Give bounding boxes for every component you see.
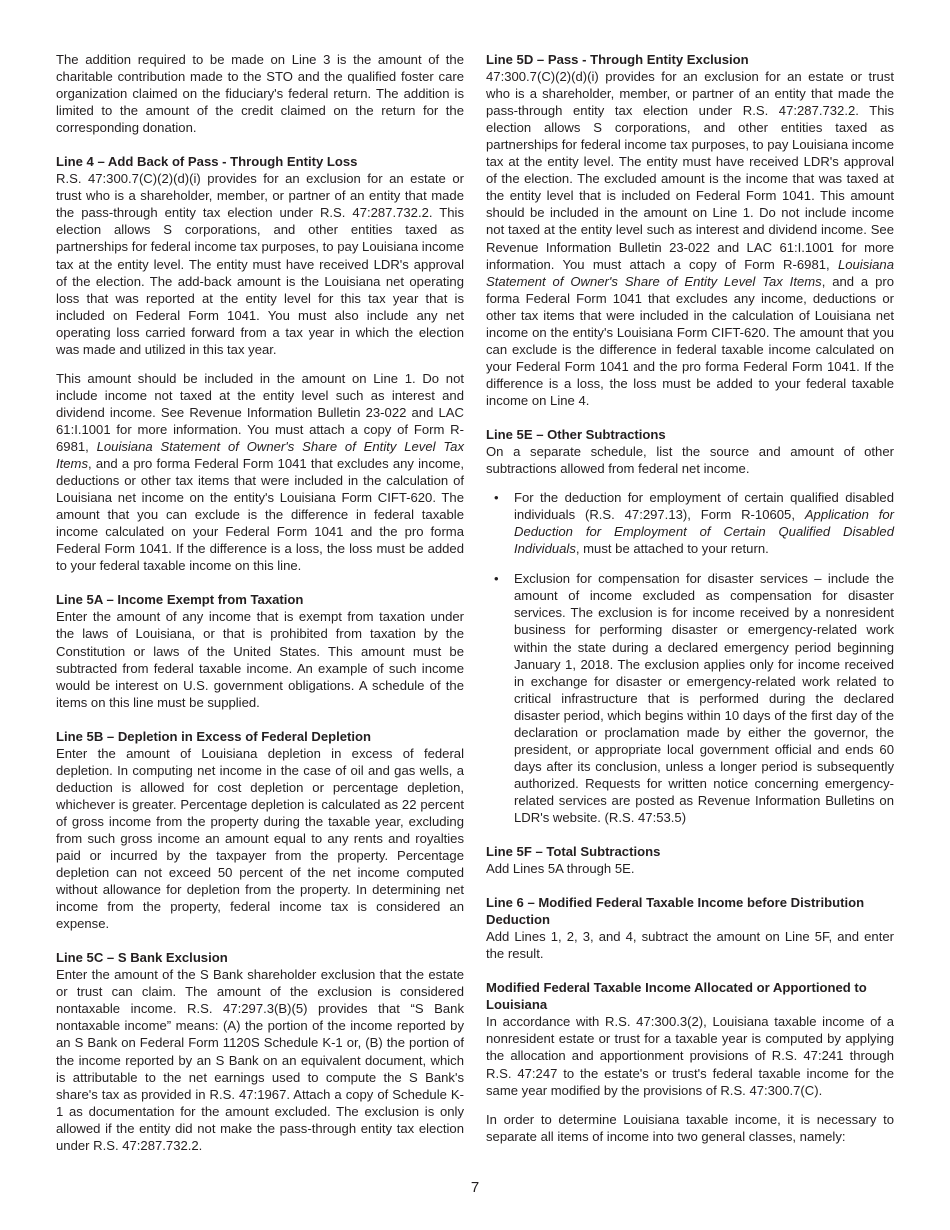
line5a-paragraph: Enter the amount of any income that is exempt from taxation under the laws of Louisiana, or that is prohibited from taxation by the Constitution or laws of the United States. This amount must be subtracted from federal taxable income. An example of such income would be interest on U.S. government obligations. A schedule of the items on this line must be supplied. <box>56 609 464 710</box>
line5e-bullet-list <box>486 489 894 826</box>
line5b-heading: Line 5B – Depletion in Excess of Federal Depletion <box>56 728 372 744</box>
line5d-paragraph <box>486 68 894 409</box>
line5c-heading: Line 5C – S Bank Exclusion <box>56 950 228 966</box>
form-r6981-title-2: Louisiana Statement of Owner's Share of Entity Level Tax Items <box>486 256 894 289</box>
line6-paragraph: Add Lines 1, 2, 3, and 4, subtract the amount on Line 5F, and enter the result. <box>486 929 894 962</box>
line3-addition-paragraph: The addition required to be made on Line 3 is the amount of the charitable contribution made to the STO and the qualified foster care organization claimed on the fiduciary's federal return. The addition is limited to the amount of the credit claimed on the return for the corresponding donation. <box>56 52 464 136</box>
line5f-heading: Line 5F – Total Subtractions <box>486 844 661 860</box>
line5c-paragraph: Enter the amount of the S Bank shareholder exclusion that the estate or trust can claim. The amount of the exclusion is considered nontaxable income. R.S. 47:297.3(B)(5) provides that “S Bank nontaxable income” means: (A) the portion of the income reported by an S Bank on Federal Form 1120S Schedule K-1 or, (B) the portion of the income reported by an S Bank on an equivalent document, which is attributable to the net earnings used to compute the S Bank's share's tax as provided in R.S. 47:1967. Attach a copy of Schedule K-1 as documentation for the amount excluded. The exclusion is only allowed if the entity did not make the pass-through entity tax election under R.S. 47:287.732.2. <box>56 967 464 1153</box>
bullet-icon: • <box>494 571 499 587</box>
form-r6981-title: Louisiana Statement of Owner's Share of Entity Level Tax Items <box>56 438 464 472</box>
line5e-paragraph: On a separate schedule, list the source and amount of other subtractions allowed from federal net income. <box>486 444 894 477</box>
bullet-icon: • <box>494 490 499 506</box>
line5d-text-b: , and a pro forma Federal Form 1041 that excludes any income, deductions or other tax items that were included in the calculation of Louisiana net income on the entity's Louisiana Form CIFT-620. The amount that you can exclude is the difference in federal taxable income calculated on your Federal Form 1041 and the pro forma Federal Form 1041. If the difference is a loss, the loss must be added to your federal taxable income on Line 4. <box>486 273 894 408</box>
list-item <box>486 489 894 557</box>
line4-paragraph-2 <box>56 370 464 575</box>
line4-p2-text-b: , and a pro forma Federal Form 1041 that excludes any income, deductions or other tax items that were included in the calculation of Louisiana net income on the entity's Louisiana Form CIFT-620. The amount that you can exclude is the difference in federal taxable income calculated on your Federal Form 1041 and the pro forma Federal Form 1041. If the difference is a loss, the loss must be added to your federal taxable income on this line. <box>56 456 464 574</box>
bullet2-text: Exclusion for compensation for disaster services – include the amount of income excluded as compensation for disaster services. The exclusion is for income received by a nonresident business for performing disaster or emergency-related work within the state during a declared emergency period beginning January 1, 2018. The exclusion applies only for income received in exchange for disaster or emergency-related work related to critical infrastructure that is performed during the declared disaster period, which begins within 10 days of the first day of the declaration or proclamation made by either the governor, the president, or appropriate local government official and ends 60 days after its conclusion, unless a longer period is subsequently authorized. Requests for written notice concerning emergency-related services are posted as Revenue Information Bulletins on LDR's website. (R.S. 47:53.5) <box>514 571 894 825</box>
page-number: 7 <box>470 1179 480 1196</box>
line4-p2-text-a: This amount should be included in the amount on Line 1. Do not include income not taxed at the entity level such as interest and dividend income. See Revenue Information Bulletin 23-022 and LAC 61:I.1001 for more information. You must attach a copy of Form R-6981, <box>56 370 464 454</box>
modified-income-heading: Modified Federal Taxable Income Allocated or Apportioned to Louisiana <box>486 980 867 1013</box>
bullet1-text-b: , must be attached to your return. <box>575 541 769 557</box>
line5f-paragraph: Add Lines 5A through 5E. <box>486 861 635 877</box>
line4-heading: Line 4 – Add Back of Pass - Through Entity Loss <box>56 154 358 170</box>
line6-heading: Line 6 – Modified Federal Taxable Income before Distribution Deduction <box>486 895 865 928</box>
bullet1-text-a: For the deduction for employment of certain qualified disabled individuals (R.S. 47:297.13), Form R-10605, <box>514 490 894 523</box>
left-column <box>56 51 464 1154</box>
form-r10605-title: Application for Deduction for Employment of Certain Qualified Disabled Individuals <box>514 507 894 557</box>
modified-income-paragraph-2: In order to determine Louisiana taxable income, it is necessary to separate all items of income into two general classes, namely: <box>486 1111 894 1144</box>
line5e-heading: Line 5E – Other Subtractions <box>486 426 666 442</box>
right-column <box>486 51 894 1145</box>
line5b-paragraph: Enter the amount of Louisiana depletion in excess of federal depletion. In computing net income in the case of oil and gas wells, a deduction is allowed for cost depletion or percentage depletion, whichever is greater. Percentage depletion is calculated as 22 percent of gross income from the property during the taxable year, excluding from such gross income an amount equal to any rents and royalties paid or incurred by the taxpayer from the property. Percentage depletion can not exceed 50 percent of the net income computed without allowance for depletion from the property. In determining net income from the property, federal income tax is considered an expense. <box>56 745 464 932</box>
list-item <box>486 570 894 826</box>
modified-income-paragraph-1: In accordance with R.S. 47:300.3(2), Louisiana taxable income of a nonresident estate or trust for a taxable year is computed by applying the allocation and apportionment provisions of R.S. 47:241 through R.S. 47:247 to the estate's or trust's federal taxable income for the same year modified by the provisions of R.S. 47:300.7(C). <box>486 1014 894 1098</box>
line5d-text-a: 47:300.7(C)(2)(d)(i) provides for an exclusion for an estate or trust who is a shareholder, member, or partner of an entity that made the pass-through entity tax election under R.S. 47:287.732.2. This election allows S corporations, and other entities taxed as partnerships for federal income tax purposes, to pay Louisiana income tax at the entity level. The entity must have received LDR's approval of the election. The excluded amount is the income that was taxed at the entity level that is included on Federal Form 1041. This amount should be included in the amount on Line 1. Do not include income not taxed at the entity level such as interest and dividend income. See Revenue Information Bulletin 23-022 and LAC 61:I.1001 for more information. You must attach a copy of Form R-6981, <box>486 69 894 272</box>
line4-paragraph-1: R.S. 47:300.7(C)(2)(d)(i) provides for an exclusion for an estate or trust who is a shareholder, member, or partner of an entity that made the pass-through entity tax election under R.S. 47:287.732.2. This election allows S corporations, and other entities taxed as partnerships for federal income tax purposes, to pay Louisiana income tax at the entity level. The entity must have received LDR's approval of the election. The add-back amount is the Louisiana net operating loss that was reported at the entity level for this tax year that is included on Federal Form 1041. You must also include any net operating loss carried forward from a tax year in which the election was made and utilized in this tax year. <box>56 171 464 357</box>
line5a-heading: Line 5A – Income Exempt from Taxation <box>56 592 304 608</box>
line5d-heading: Line 5D – Pass - Through Entity Exclusion <box>486 52 749 67</box>
